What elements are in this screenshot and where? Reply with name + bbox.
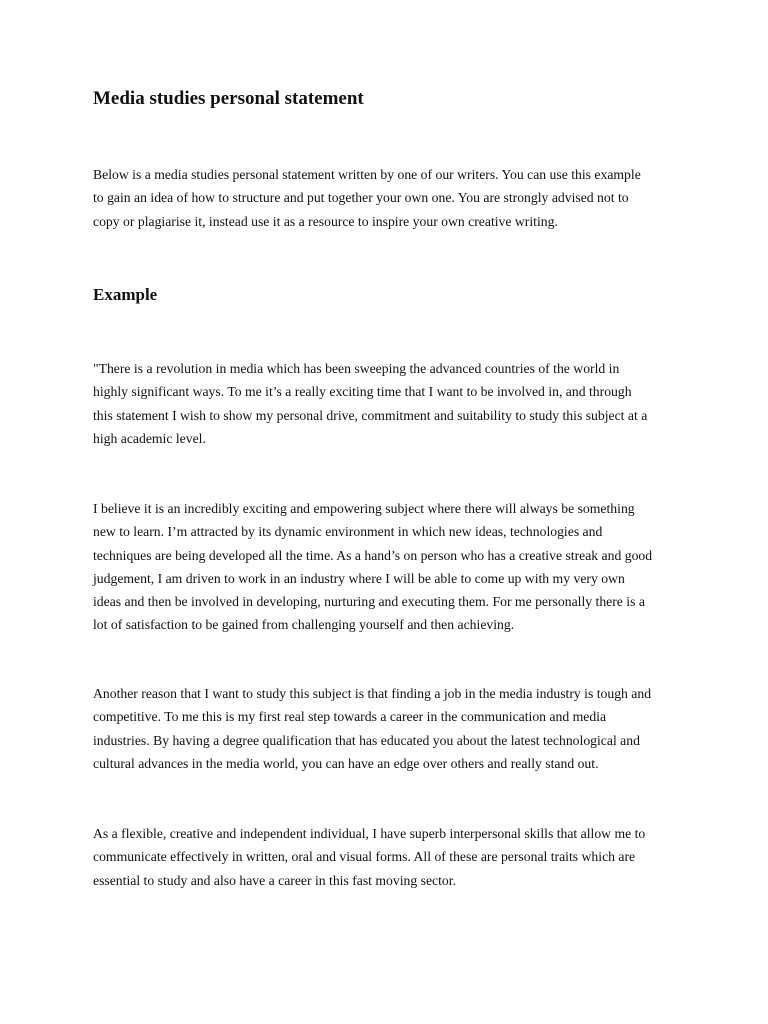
text-line: industries. By having a degree qualification that has educated you about the latest technological and — [93, 732, 640, 748]
text-line: to gain an idea of how to structure and put together your own one. You are strongly advised not to — [93, 190, 629, 206]
text-line: Below is a media studies personal statement written by one of our writers. You can use this example — [93, 167, 641, 182]
text-line: high academic level. — [93, 430, 206, 446]
text-line: As a flexible, creative and independent individual, I have superb interpersonal skills that allow me to — [93, 826, 646, 841]
body-paragraph-1 — [93, 357, 678, 450]
text-line: lot of satisfaction to be gained from challenging yourself and then achieving. — [93, 617, 515, 633]
text-line: judgement, I am driven to work in an industry where I will be able to come up with my very own — [93, 570, 625, 586]
text-line: "There is a revolution in media which has been sweeping the advanced countries of the world in — [93, 361, 620, 376]
text-line: this statement I wish to show my personal drive, commitment and suitability to study this subject at a — [93, 407, 648, 423]
text-line: communicate effectively in written, oral and visual forms. All of these are personal traits which are — [93, 849, 636, 865]
text-line: Another reason that I want to study this subject is that finding a job in the media industry is tough and — [93, 686, 652, 701]
page-title: Media studies personal statement — [93, 88, 364, 109]
text-line: ideas and then be involved in developing, nurturing and executing them. For me personally there is a — [93, 594, 645, 610]
text-line: cultural advances in the media world, you can have an edge over others and really stand out. — [93, 755, 599, 771]
body-paragraph-2 — [93, 497, 678, 637]
text-line: competitive. To me this is my first real step towards a career in the communication and media — [93, 709, 607, 725]
intro-paragraph — [93, 163, 678, 233]
body-paragraph-3 — [93, 682, 678, 775]
body-paragraph-4 — [93, 822, 678, 892]
text-line: I believe it is an incredibly exciting and empowering subject where there will always be something — [93, 501, 635, 516]
text-line: highly significant ways. To me it’s a really exciting time that I want to be involved in, and through — [93, 384, 632, 400]
text-line: techniques are being developed all the time. As a hand’s on person who has a creative streak and good — [93, 547, 653, 563]
text-line: essential to study and also have a career in this fast moving sector. — [93, 872, 456, 888]
text-line: copy or plagiarise it, instead use it as a resource to inspire your own creative writing. — [93, 213, 558, 229]
text-line: new to learn. I’m attracted by its dynamic environment in which new ideas, technologies and — [93, 524, 603, 540]
section-heading: Example — [93, 285, 158, 304]
